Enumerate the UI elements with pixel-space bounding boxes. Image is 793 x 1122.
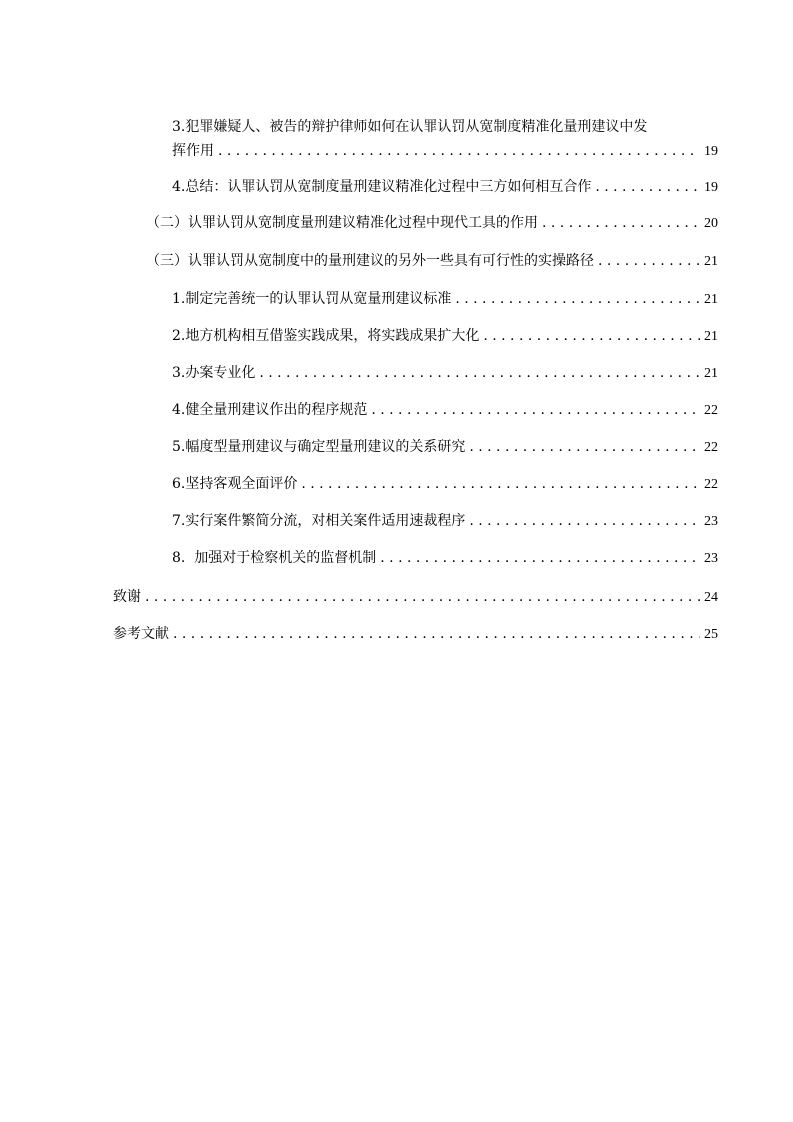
page-number: 22 — [704, 403, 718, 418]
page-number: 21 — [704, 329, 718, 344]
page-number: 21 — [704, 292, 718, 307]
dot-leader — [259, 364, 700, 382]
dot-leader — [469, 512, 700, 530]
toc-entry-3-line1 — [172, 118, 718, 136]
dot-leader — [598, 252, 700, 270]
dot-leader — [218, 142, 700, 160]
dot-leader — [469, 438, 700, 456]
toc-item-6[interactable] — [172, 475, 718, 494]
page-number: 21 — [704, 254, 718, 269]
toc-item-4[interactable] — [172, 401, 718, 420]
toc-entry-title: 2.地方机构相互借鉴实践成果，将实践成果扩大化 — [172, 328, 480, 344]
toc-entry-title: 挥作用 — [172, 143, 214, 159]
toc-entry-title: 4.健全量刑建议作出的程序规范 — [172, 402, 368, 418]
toc-entry-3-line2[interactable] — [172, 142, 718, 161]
toc-entry-title: （三）认罪认罚从宽制度中的量刑建议的另外一些具有可行性的实操路径 — [146, 253, 594, 269]
toc-section-2[interactable] — [146, 214, 718, 233]
dot-leader — [595, 178, 700, 196]
toc-entry-title: （二）认罪认罚从宽制度量刑建议精准化过程中现代工具的作用 — [146, 215, 538, 231]
toc-entry-title: 1.制定完善统一的认罪认罚从宽量刑建议标准 — [172, 291, 452, 307]
page-number: 22 — [704, 477, 718, 492]
dot-leader — [483, 327, 700, 345]
dot-leader — [380, 549, 700, 567]
dot-leader — [173, 625, 700, 643]
page-number: 19 — [704, 180, 718, 195]
page-number: 25 — [704, 627, 718, 642]
toc-item-3[interactable] — [172, 364, 718, 383]
dot-leader — [542, 214, 700, 232]
toc-acknowledgements[interactable] — [113, 588, 718, 607]
page-number: 21 — [704, 366, 718, 381]
dot-leader — [371, 401, 700, 419]
toc-entry-4[interactable] — [172, 178, 718, 197]
toc-item-8[interactable] — [172, 549, 718, 568]
page-number: 23 — [704, 551, 718, 566]
toc-item-1[interactable] — [172, 290, 718, 309]
toc-entry-title: 6.坚持客观全面评价 — [172, 476, 298, 492]
page-number: 23 — [704, 514, 718, 529]
page-number: 22 — [704, 440, 718, 455]
toc-references[interactable] — [113, 625, 718, 644]
toc-entry-title: 4.总结：认罪认罚从宽制度量刑建议精准化过程中三方如何相互合作 — [172, 179, 592, 195]
dot-leader — [145, 588, 700, 606]
dot-leader — [455, 290, 700, 308]
toc-entry-title: 7.实行案件繁简分流，对相关案件适用速裁程序 — [172, 513, 466, 529]
toc-item-5[interactable] — [172, 438, 718, 457]
toc-entry-title: 参考文献 — [113, 626, 169, 642]
toc-entry-title: 5.幅度型量刑建议与确定型量刑建议的关系研究 — [172, 439, 466, 455]
toc-entry-title: 3.犯罪嫌疑人、被告的辩护律师如何在认罪认罚从宽制度精准化量刑建议中发 — [172, 119, 648, 135]
toc-entry-title: 致谢 — [113, 589, 141, 605]
page-number: 24 — [704, 590, 718, 605]
page-number: 19 — [704, 144, 718, 159]
toc-entry-title: 3.办案专业化 — [172, 365, 256, 381]
toc-item-7[interactable] — [172, 512, 718, 531]
toc-entry-title: 8. 加强对于检察机关的监督机制 — [172, 550, 377, 566]
dot-leader — [301, 475, 700, 493]
toc-item-2[interactable] — [172, 327, 718, 346]
toc-section-3[interactable] — [146, 252, 718, 271]
page-number: 20 — [704, 216, 718, 231]
